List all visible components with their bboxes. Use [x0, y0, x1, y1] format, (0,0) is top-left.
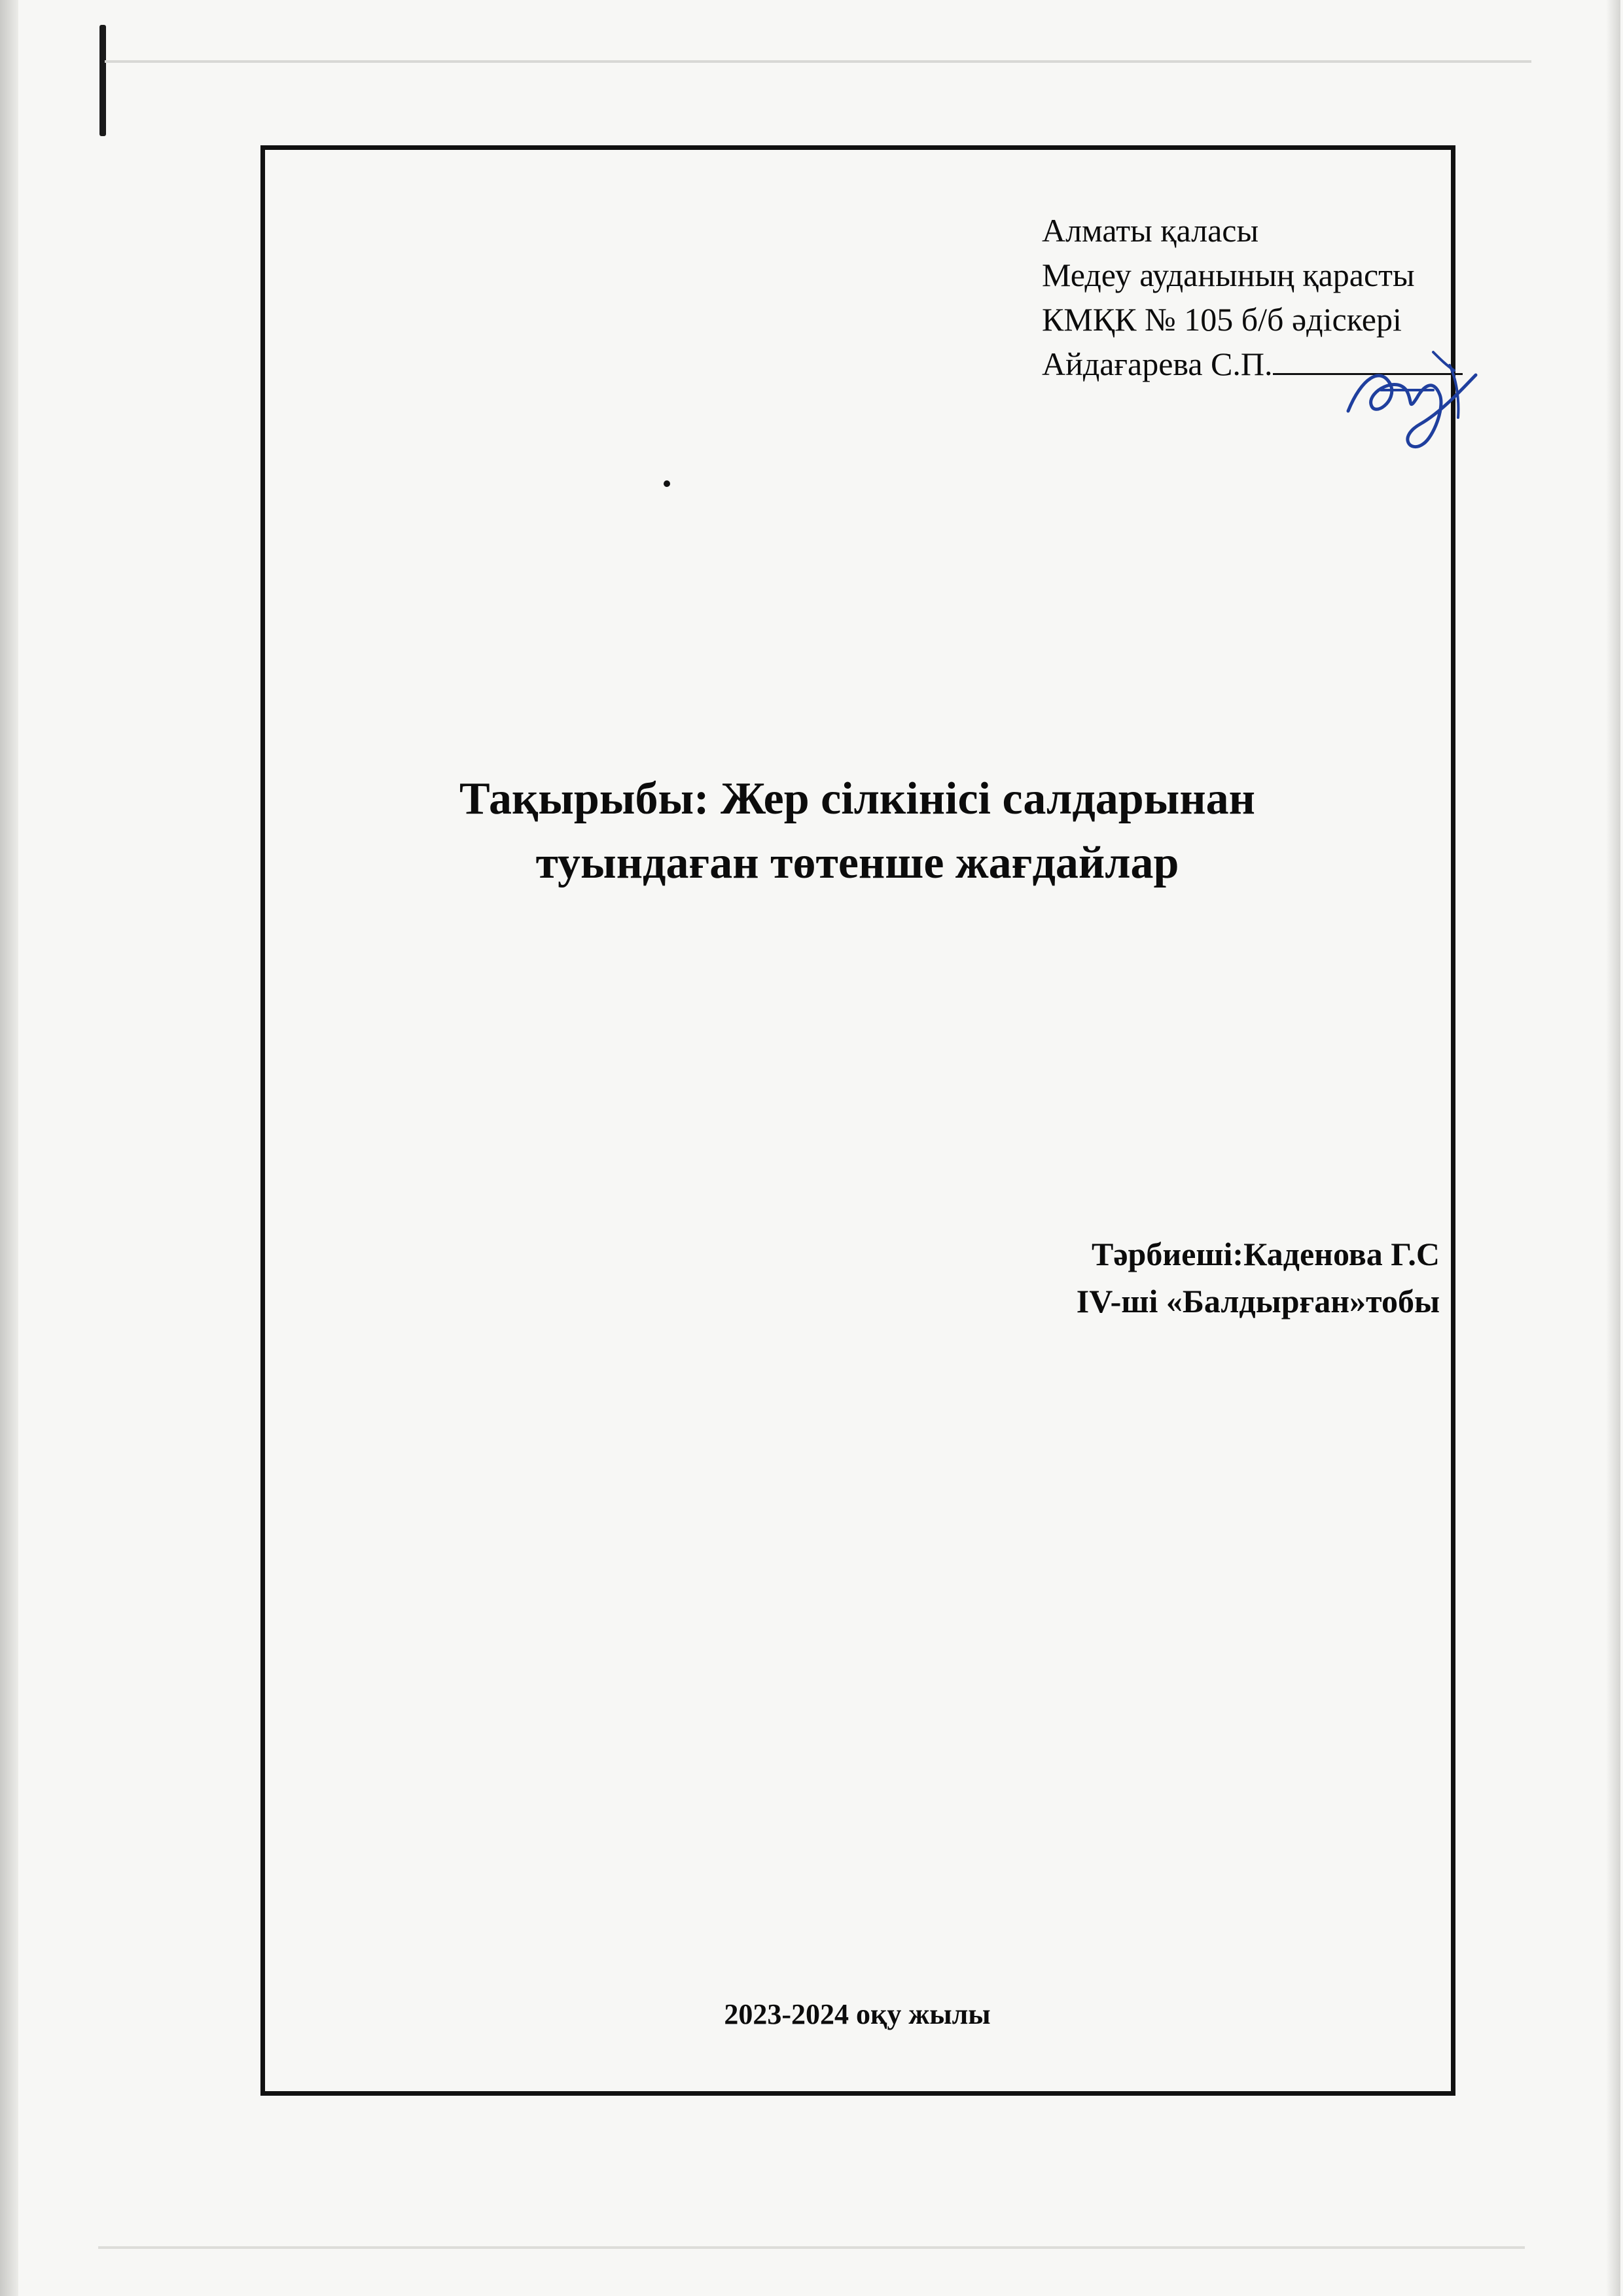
signature [1335, 339, 1505, 463]
scan-line [105, 60, 1531, 63]
scan-line-bottom [98, 2246, 1525, 2249]
teacher-name: Тәрбиеші:Каденова Г.С [1091, 1236, 1440, 1272]
page-border-frame [260, 145, 1455, 2096]
paper-edge-right [1606, 0, 1620, 2296]
teacher-block [982, 1230, 1440, 1325]
header-institution: КМҚК № 105 б/б әдіскері [1042, 301, 1402, 338]
header-city: Алматы қаласы [1042, 212, 1259, 249]
document-title [288, 767, 1427, 895]
title-line-1: Тақырыбы: Жер сілкінісі салдарынан [459, 774, 1255, 824]
teacher-group: IV-ші «Балдырған»тобы [1076, 1283, 1440, 1319]
paper-edge [0, 0, 18, 2296]
header-methodist: Айдағарева С.П. [1042, 346, 1273, 382]
header-district: Медеу ауданының қарасты [1042, 257, 1415, 293]
binder-mark [99, 25, 106, 136]
academic-year: 2023-2024 оқу жылы [724, 1998, 991, 2030]
title-line-2: туындаған төтенше жағдайлар [535, 838, 1179, 888]
ink-dot [664, 480, 670, 487]
